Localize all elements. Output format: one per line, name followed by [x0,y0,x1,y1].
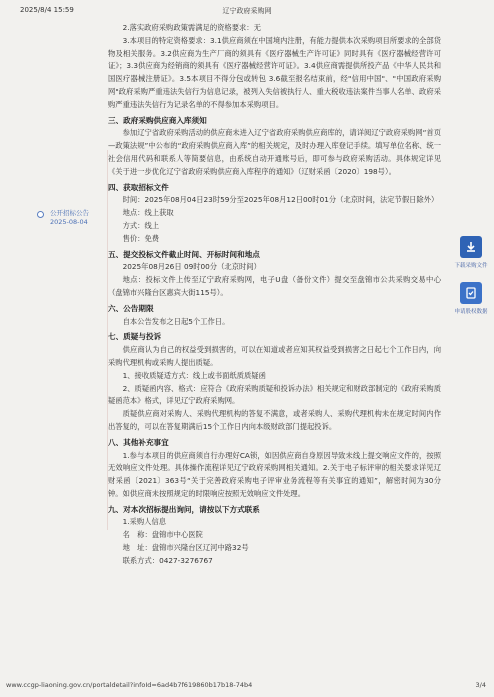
section-heading: 四、获取招标文件 [108,182,169,192]
section-heading: 三、政府采购供应商入库须知 [108,115,207,125]
page-url: www.ccgp-liaoning.gov.cn/portaldetail?infoId=6ad4b7f619860b17b18-74b4 [6,681,253,689]
body-line: 方式：线上 [122,220,160,230]
body-line: 地点：线上获取 [122,208,174,218]
body-line: 自本公告发布之日起5个工作日。 [122,316,230,326]
apply-icon [460,282,482,304]
body-paragraph: 2、质疑函内容、格式：应符合《政府采购质疑和投诉办法》相关规定和财政部制定的《政府采购质疑函范本》格式，详见辽宁政府采购网。 [108,383,441,406]
body-paragraph: 质疑供应商对采购人、采购代理机构的答复不满意，或者采购人、采购代理机构未在规定时间内作出答复的，可以在答复期满后15个工作日内向本级财政部门提起投诉。 [108,409,441,431]
body-line: 2025年08月26日 09时00分（北京时间） [122,262,261,272]
download-procurement-file-button[interactable] [448,236,494,269]
section-heading: 六、公告期限 [108,303,154,313]
body-paragraph: 2.落实政府采购政策需满足的资格要求：无 [122,23,261,32]
body-paragraph: 1.参与本项目的供应商须自行办理好CA锁，如因供应商自身原因导致未线上提交响应文件的，按照无效响应文件处理。具体操作流程详见辽宁政府采购网相关通知。2.关于电子标评审的相关要求详见辽财采函〔2021〕363号“关于完善政府采购电子评审业务流程等有关事宜的通知”，解密时间为30分钟。如供应商未按照规定的时限响应按照无效响应文件处理。 [108,450,441,498]
body-line: 时间：2025年08月04日23时59分至2025年08月12日00时01分（北京时间，法定节假日除外） [122,195,439,205]
body-line: 1、接收质疑适方式：线上或书面纸质质疑函 [122,370,266,380]
timeline-dot-icon [37,211,44,218]
body-line: 联系方式：0427-3276767 [122,555,213,565]
timeline-item-publish[interactable] [50,209,110,226]
apply-button-label: 申请股权数据 [454,309,488,315]
section-heading: 七、质疑与投诉 [108,332,162,342]
body-line: 售价：免费 [122,233,160,243]
print-datetime: 2025/8/4 15:59 [20,6,74,14]
timeline-item-label: 公开招标公告 [50,209,89,217]
body-paragraph: 参加辽宁省政府采购活动的供应商未进入辽宁省政府采购供应商库的，请详阅辽宁政府采购网“首页—政策法规”中公布的“政府采购供应商入库”的相关规定，及时办理入库登记手续。填写单位名称、统一社会信用代码和联系人等简要信息，由系统自动开通账号后，即可参与政府采购活动。具体规定详见《关于进一步优化辽宁省政府采购供应商入库程序的通知》（辽财采函〔2020〕198号）。 [108,128,441,176]
body-paragraph: 3.本项目的特定资格要求：3.1供应商须在中国境内注册，有能力提供本次采购项目所要求的全部货物及相关服务。3.2供应商为生产厂商的须具有《医疗器械生产许可证》同时具有《医疗器械经营许可证》；3.3供应商为经销商的须具有《医疗器械经营许可证》。3.4供应商需提供所投产品《中华人民共和国医疗器械注册证》。3.5本项目不得分包或转包 3.6截至报名结束前，经"信用中国"、"中国政府采购网"政府采购严重违法失信行为信息记录，被列入失信被执行人、重大税收违法案件当事人名单、政府采购严重违法失信行为记录名单的不得参加本采购项目。 [108,35,441,109]
apply-button[interactable] [448,282,494,315]
section-heading: 九、对本次招标提出询问，请按以下方式联系 [108,504,260,514]
timeline-item-date: 2025-08-04 [50,218,88,226]
body-line: 1.采购人信息 [122,517,167,527]
page-number: 3/4 [475,681,486,689]
body-line: 地 址：盘锦市兴隆台区辽河中路32号 [122,543,249,553]
body-line: 名 称：盘锦市中心医院 [122,530,203,540]
section-heading: 八、其他补充事宜 [108,437,169,447]
print-footer [0,681,494,693]
announcement-body [108,22,441,568]
timeline-sidebar [0,0,120,697]
download-icon [460,236,482,258]
body-paragraph: 供应商认为自己的权益受到损害的，可以在知道或者应知其权益受到损害之日起七个工作日内，向采购代理机构或采购人提出质疑。 [108,345,441,367]
section-heading: 五、提交投标文件截止时间、开标时间和地点 [108,249,260,259]
side-actions [448,236,494,328]
site-title: 辽宁政府采购网 [222,7,272,15]
body-paragraph: 地点：投标文件上传至辽宁政府采购网，电子U盘（备份文件）提交至盘锦市公共采购交易中心（盘锦市兴隆台区惠宾大街115号）。 [108,275,441,297]
download-button-label: 下载采购文件 [454,263,488,269]
